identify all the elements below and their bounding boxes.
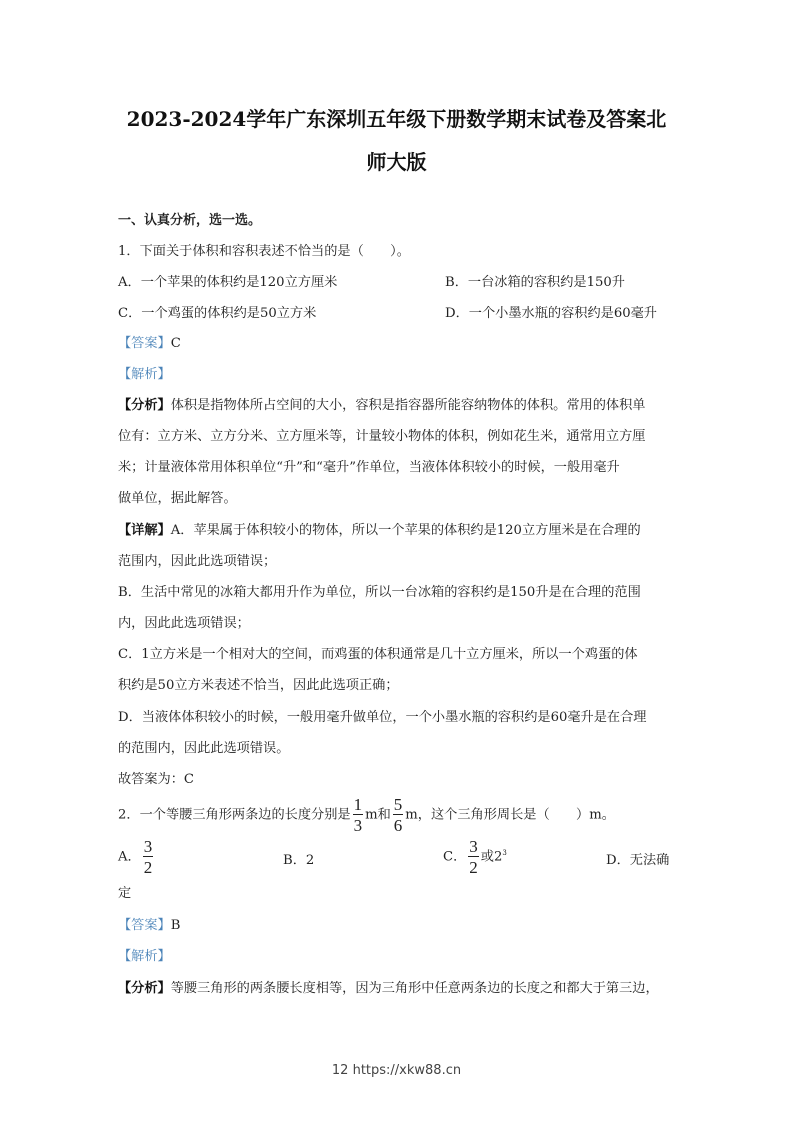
- q2-stem-suffix: m，这个三角形周长是（ ）m。: [405, 807, 615, 823]
- option-c-suffix: 或2: [480, 849, 503, 865]
- page-number: 12: [331, 1063, 349, 1078]
- q1-option-b: B．一台冰箱的容积约是150升: [445, 275, 625, 290]
- xiangjie-text: A．苹果属于体积较小的物体，所以一个苹果的体积约是120立方厘米是在合理的: [170, 523, 641, 538]
- q1-option-d: D．一个小墨水瓶的容积约是60毫升: [445, 306, 657, 321]
- frac-num: 1: [353, 795, 363, 814]
- q1-fenxi-line-4: 做单位，据此解答。: [118, 491, 237, 506]
- fraction-one-third: [353, 796, 364, 834]
- analysis-tag: 【解析】: [118, 367, 171, 382]
- fraction-five-sixths: [393, 796, 404, 834]
- q2-option-a: [118, 838, 155, 876]
- answer-tag: 【答案】: [118, 336, 171, 351]
- q2-stem-prefix: 2．一个等腰三角形两条边的长度分别是: [118, 807, 351, 823]
- frac-num: 3: [143, 837, 153, 856]
- page-footer: [0, 1063, 793, 1078]
- frac-num: 3: [469, 837, 478, 856]
- fenxi-tag: 【分析】: [118, 981, 171, 996]
- q2-option-d: D．无法确: [606, 853, 670, 868]
- q1-fenxi-line-2: 位有：立方米、立方分米、立方厘米等，计量较小物体的体积，例如花生米，通常用立方厘: [118, 429, 646, 444]
- q2-option-b: B．2: [283, 853, 315, 868]
- q1-xiangjie-line-7: D．当液体体积较小的时候，一般用毫升做单位，一个小墨水瓶的容积约是60毫升是在合理: [118, 710, 647, 725]
- fenxi-tag: 【分析】: [118, 398, 171, 413]
- q1-option-a: A．一个苹果的体积约是120立方厘米: [118, 275, 338, 290]
- q1-xiangjie-line-8: 的范围内，因此此选项错误。: [118, 741, 290, 756]
- q2-answer: [118, 914, 180, 933]
- q2-option-c: [443, 838, 507, 876]
- option-label: C．: [443, 849, 467, 865]
- q1-xiangjie-line-4: 内，因此此选项错误；: [118, 616, 250, 631]
- q1-analysis-tag: [118, 363, 171, 382]
- q1-conclusion: 故答案为：C: [118, 772, 195, 787]
- fenxi-text: 等腰三角形的两条腰长度相等，因为三角形中任意两条边的长度之和都大于第三边，: [170, 981, 659, 996]
- fraction-three-halves: [143, 838, 154, 876]
- q1-xiangjie-line-5: C．1立方米是一个相对大的空间，而鸡蛋的体积通常是几十立方厘米，所以一个鸡蛋的体: [118, 647, 638, 662]
- document-title-line1: 2023-2024学年广东深圳五年级下册数学期末试卷及答案北: [126, 107, 667, 131]
- q2-fenxi-line-1: [118, 977, 659, 996]
- q2-stem: [118, 796, 615, 834]
- q1-option-c: C．一个鸡蛋的体积约是50立方米: [118, 306, 317, 321]
- answer-value: C: [170, 336, 181, 351]
- q1-xiangjie-line-2: 范围内，因此此选项错误；: [118, 554, 277, 569]
- frac-den: 6: [393, 816, 403, 835]
- answer-tag: 【答案】: [118, 918, 171, 933]
- option-label: A．: [118, 849, 141, 865]
- section-heading: 一、认真分析，选一选。: [118, 213, 262, 228]
- analysis-tag: 【解析】: [118, 949, 171, 964]
- q2-unit1: m和: [365, 807, 391, 823]
- q1-xiangjie-line-6: 积约是50立方米表述不恰当，因此此选项正确；: [118, 678, 399, 693]
- xiangjie-tag: 【详解】: [118, 523, 171, 538]
- q1-fenxi-line-3: 米；计量液体常用体积单位“升”和“毫升”作单位，当液体体积较小的时候，一般用毫升: [118, 460, 620, 475]
- frac-num: 5: [393, 795, 403, 814]
- document-title-line2: 师大版: [366, 150, 427, 174]
- superscript: 3: [502, 849, 507, 858]
- q1-fenxi-line-1: [118, 394, 646, 413]
- q1-xiangjie-line-1: [118, 519, 641, 538]
- frac-den: 2: [143, 858, 153, 877]
- q1-xiangjie-line-3: B．生活中常见的冰箱大都用升作为单位，所以一台冰箱的容积约是150升是在合理的范围: [118, 585, 641, 600]
- q2-analysis-tag: [118, 945, 171, 964]
- frac-den: 2: [469, 858, 478, 877]
- fraction-three-halves: [468, 838, 479, 876]
- q1-stem: 1．下面关于体积和容积表述不恰当的是（ ）。: [118, 244, 410, 259]
- answer-value: B: [170, 918, 181, 933]
- frac-den: 3: [353, 816, 363, 835]
- q1-answer: [118, 332, 181, 351]
- fenxi-text: 体积是指物体所占空间的大小，容积是指容器所能容纳物体的体积。常用的体积单: [170, 398, 646, 413]
- footer-url[interactable]: https://xkw88.cn: [352, 1063, 462, 1078]
- q2-option-d-continued: 定: [118, 886, 132, 901]
